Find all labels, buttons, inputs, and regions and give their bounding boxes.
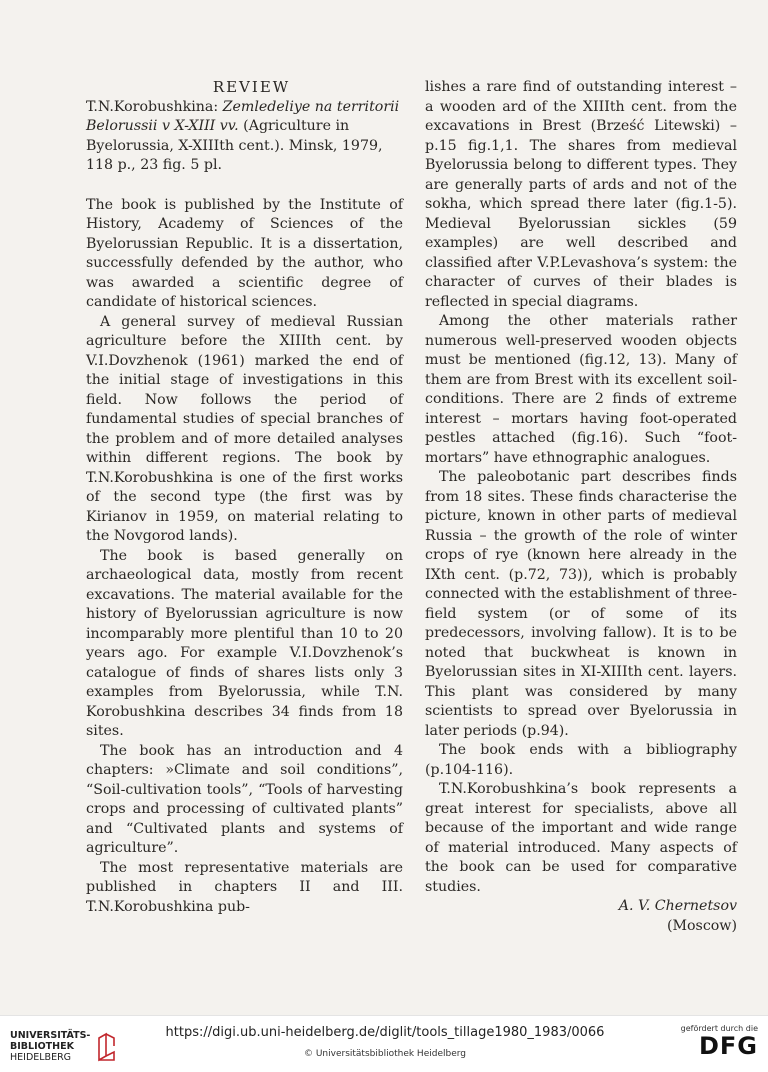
review-heading: REVIEW — [212, 78, 291, 96]
citation-author: T.N.Korobushkina: — [86, 98, 223, 115]
paragraph: The paleobotanic part describes finds from 18 sites. These finds characterise the picture, known in other parts of medieval Russia – the growth of the role of winter crops of rye (known here already in the IXth cent. (p.72, 73)), which is probably connected with the establishment of three-field system (or of some of its predecessors, involving fallow). It is to be noted that buckwheat is known in Byelorussian sites in XI-XIIIth cent. layers. This plant was considered by many scientists to spread over Byelorussia in later periods (p.94). — [425, 469, 737, 739]
copyright-notice: © Universitätsbibliothek Heidelberg — [303, 1049, 466, 1059]
funder-name: DFG — [698, 1032, 758, 1060]
funding-label: gefördert durch die — [680, 1024, 758, 1033]
library-logo[interactable] — [10, 1030, 118, 1063]
paragraph: T.N.Korobushkina’s book represents a great interest for specialists, above all because of the important and wide range of material introduced. Many aspects of the book can be used for comparative studies. — [425, 781, 737, 895]
paragraph: The book is published by the Institute of History, Academy of Sciences of the Byelorussian Republic. It is a dissertation, successfully defended by the author, who was awarded a scientific degree of candidate of historical sciences. — [86, 196, 403, 310]
paragraph: The book is based generally on archaeological data, mostly from recent excavations. The material available for the history of Byelorussian agriculture is now incomparably more plentiful than 10 to 20 years ago. For example V.I.Dovzhenok’s catalogue of finds of shares lists only 3 examples from Byelorussia, while T.N. Korobushkina describes 34 finds from 18 sites. — [86, 547, 403, 739]
signature-place: (Moscow) — [666, 917, 737, 934]
library-name: UNIVERSITÄTS- BIBLIOTHEK HEIDELBERG — [10, 1030, 91, 1063]
right-column — [425, 78, 737, 936]
library-mark-icon — [96, 1032, 118, 1062]
book-citation — [86, 98, 403, 176]
permalink-url[interactable]: https://digi.ub.uni-heidelberg.de/diglit/tools_tillage1980_1983/0066 — [165, 1025, 605, 1040]
paragraph: Among the other materials rather numerous well-preserved wooden objects must be mentioned (fig.12, 13). Many of them are from Brest with its excellent soil-conditions. There are 2 finds of extreme interest – mortars having foot-operated pestles attached (fig.16). Such “foot-mortars” have ethnographic analogues. — [425, 313, 737, 466]
paragraph: lishes a rare find of outstanding interest – a wooden ard of the XIIIth cent. from the excavations in Brest (Brześć Litewski) – p.15 fig.1,1. The shares from medieval Byelorussia belong to different types. They are generally parts of ards and not of the sokha, which spread there later (fig.1-5). Medieval Byelorussian sickles (59 examples) are well described and classified after V.P.Levashova’s system: the character of curves of their blades is reflected in special diagrams. — [425, 79, 737, 310]
paragraph: A general survey of medieval Russian agriculture before the XIIIth cent. by V.I.Dovzhenok (1961) marked the end of the initial stage of investigations in this field. Now follows the period of fundamental studies of special branches of the problem and of more detailed analyses within different regions. The book by T.N.Korobushkina is one of the first works of the second type (the first was by Kirianov in 1959, on material relating to the Novgorod lands). — [86, 313, 403, 544]
citation-details: (Agriculture in Byelorussia, X-XIIIth cent.). Minsk, 1979, 118 p., 23 fig. 5 pl. — [86, 118, 383, 173]
paragraph: The book has an introduction and 4 chapters: »Climate and soil conditions”, “Soil-cultivation tools”, “Tools of harvesting crops and processing of cultivated plants” and “Cultivated plants and systems of agriculture”. — [86, 742, 403, 856]
dfg-logo[interactable] — [681, 1024, 758, 1059]
citation-title: Zemledeliye na territorii Belorussii v X-XIII vv. — [86, 98, 400, 134]
paragraph: The most representative materials are published in chapters II and III. T.N.Korobushkina pub- — [86, 859, 403, 915]
paragraph: The book ends with a bibliography (p.104-116). — [425, 742, 737, 778]
signature-name: A. V. Chernetsov — [618, 898, 737, 914]
footer-bar — [0, 1015, 768, 1072]
left-column — [86, 78, 403, 917]
